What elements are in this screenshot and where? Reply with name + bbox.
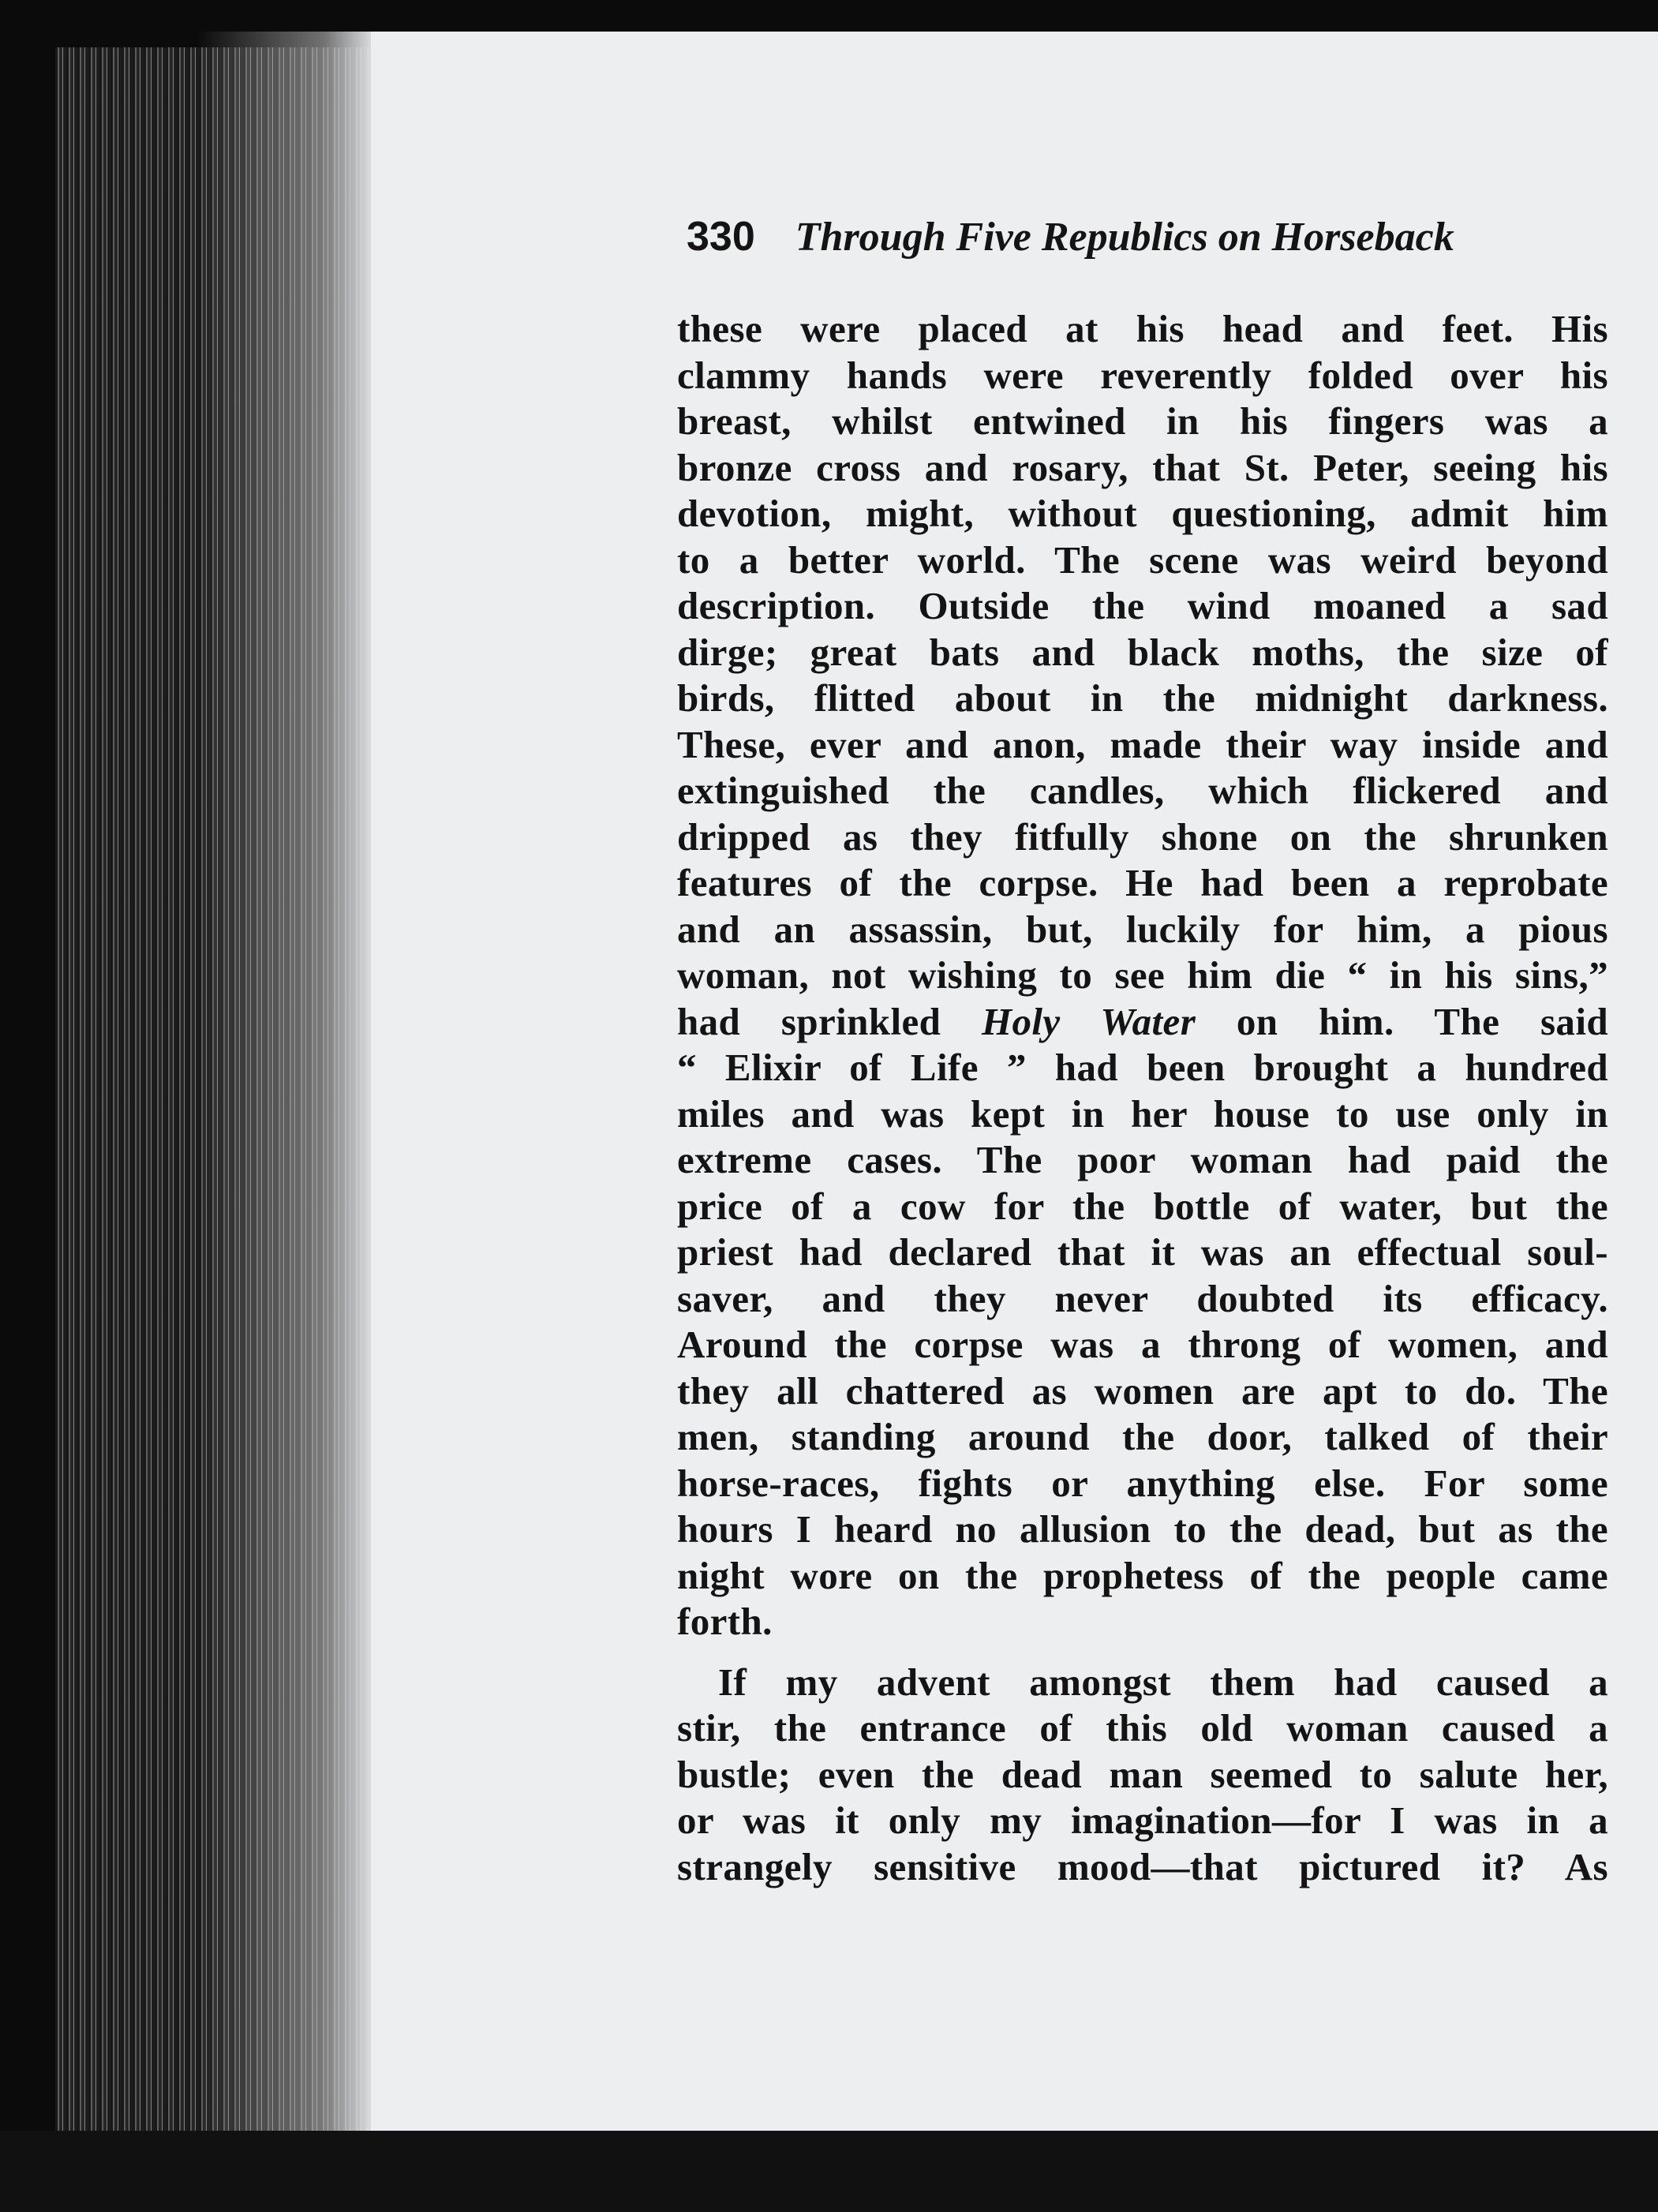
page-text (677, 306, 1608, 1890)
text-line: and an assassin, but, luckily for him, a pious (677, 907, 1608, 951)
paragraph-2 (677, 1660, 1608, 1891)
running-title: Through Five Republics on Horseback (795, 215, 1454, 260)
text-line: Around the corpse was a throng of women, and (677, 1323, 1608, 1366)
text-line: miles and was kept in her house to use only in (677, 1091, 1608, 1136)
text-line: breast, whilst entwined in his fingers was a (677, 399, 1608, 443)
text-line: price of a cow for the bottle of water, but the (677, 1184, 1608, 1228)
text-line: to a better world. The scene was weird beyond (677, 537, 1608, 582)
text-line: description. Outside the wind moaned a sad (677, 584, 1608, 627)
text-line: dirge; great bats and black moths, the size of (677, 630, 1608, 674)
text-line: forth. (677, 1600, 773, 1643)
running-header (687, 213, 1555, 268)
italic-phrase: Holy Water (981, 999, 1196, 1043)
text-line: they all chattered as women are apt to do. The (677, 1368, 1608, 1413)
text-line: “ Elixir of Life ” had been brought a hundred (677, 1046, 1608, 1089)
text-line: features of the corpse. He had been a reprobate (677, 861, 1608, 904)
text-line: extinguished the candles, which flickered and (677, 769, 1608, 812)
text-line: bronze cross and rosary, that St. Peter, seeing his (677, 445, 1608, 489)
text-line: These, ever and anon, made their way inside and (677, 722, 1608, 766)
text-line: horse-races, fights or anything else. For some (677, 1461, 1608, 1505)
text-line: men, standing around the door, talked of their (677, 1415, 1608, 1458)
text-line: night wore on the prophetess of the people came (677, 1553, 1608, 1597)
text-line: saver, and they never doubted its efficacy. (677, 1276, 1608, 1320)
text-line: stir, the entrance of this old woman caused a (677, 1706, 1608, 1750)
page-edge-shadow (197, 32, 379, 2131)
scan-bottom-border (0, 2131, 1658, 2212)
text-line: extreme cases. The poor woman had paid the (677, 1138, 1608, 1181)
text-line: or was it only my imagination—for I was in a (677, 1798, 1608, 1842)
text-line: these were placed at his head and feet. His (677, 307, 1608, 350)
text-line: priest had declared that it was an effectual soul- (677, 1230, 1608, 1274)
text-line: woman, not wishing to see him die “ in his sins,” (677, 953, 1608, 997)
text-line: bustle; even the dead man seemed to salute her, (677, 1752, 1608, 1796)
text-line: If my advent amongst them had caused a (718, 1660, 1608, 1704)
paragraph-1 (677, 306, 1608, 1645)
page-number: 330 (687, 214, 755, 260)
text-line: devotion, might, without questioning, admit him (677, 492, 1608, 535)
text-line: dripped as they fitfully shone on the shrunken (677, 814, 1608, 859)
text-line-holy-water: had sprinkled Holy Water on him. The said (677, 999, 1608, 1043)
text-line: hours I heard no allusion to the dead, but as the (677, 1507, 1608, 1551)
text-line: clammy hands were reverently folded over his (677, 353, 1608, 397)
text-line: strangely sensitive mood—that pictured it? As (677, 1844, 1608, 1888)
text-line: birds, flitted about in the midnight darkness. (677, 676, 1608, 720)
